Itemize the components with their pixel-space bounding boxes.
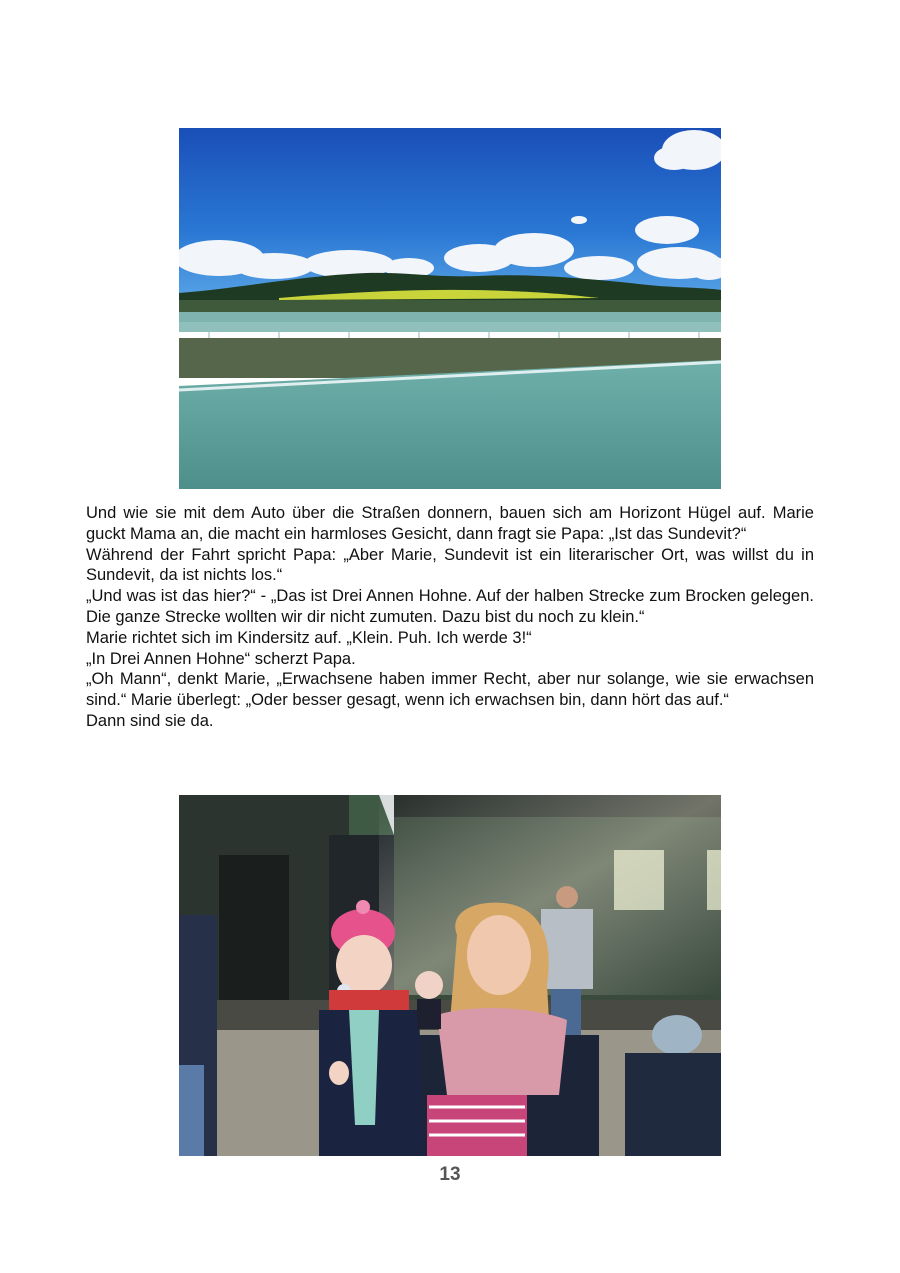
page-number: 13: [439, 1164, 461, 1185]
landscape-photo: [179, 128, 721, 489]
story-paragraph: Während der Fahrt spricht Papa: „Aber Marie, Sundevit ist ein literarischer Ort, was willst du in Sundevit, da ist nichts los.“: [86, 545, 814, 585]
road: [179, 360, 721, 489]
story-paragraph: „Und was ist das hier?“ - „Das ist Drei Annen Hohne. Auf der halben Strecke zum Brocken gelegen. Die ganze Strecke wollten wir dir nicht zumuten. Dazu bist du noch zu klein.“: [86, 587, 814, 626]
story-paragraph: Dann sind sie da.: [86, 711, 214, 730]
guard-rail: [179, 322, 721, 332]
story-paragraph: Marie richtet sich im Kindersitz auf. „Klein. Puh. Ich werde 3!“: [86, 628, 532, 647]
story-text: [86, 503, 814, 732]
landscape-photo-graphic: [179, 128, 721, 489]
story-paragraph: Und wie sie mit dem Auto über die Straßen donnern, bauen sich am Horizont Hügel auf. Marie guckt Mama an, die macht ein harmloses Gesicht, dann fragt sie Papa: „Ist das Sundevit?“: [86, 504, 814, 543]
family-train-photo: [179, 795, 721, 1156]
family-train-photo-graphic: [179, 795, 721, 1156]
bystander-left: [179, 915, 217, 1156]
train-door: [219, 855, 289, 1005]
story-paragraph: „Oh Mann“, denkt Marie, „Erwachsene haben immer Recht, aber nur solange, wie sie erwachsen sind.“ Marie überlegt: „Oder besser gesagt, wenn ich erwachsen bin, dann hört das auf.“: [86, 670, 814, 710]
meadow: [179, 300, 721, 312]
doll-toy: [415, 971, 443, 1029]
story-paragraph: „In Drei Annen Hohne“ scherzt Papa.: [86, 649, 356, 668]
far-road: [179, 312, 721, 322]
